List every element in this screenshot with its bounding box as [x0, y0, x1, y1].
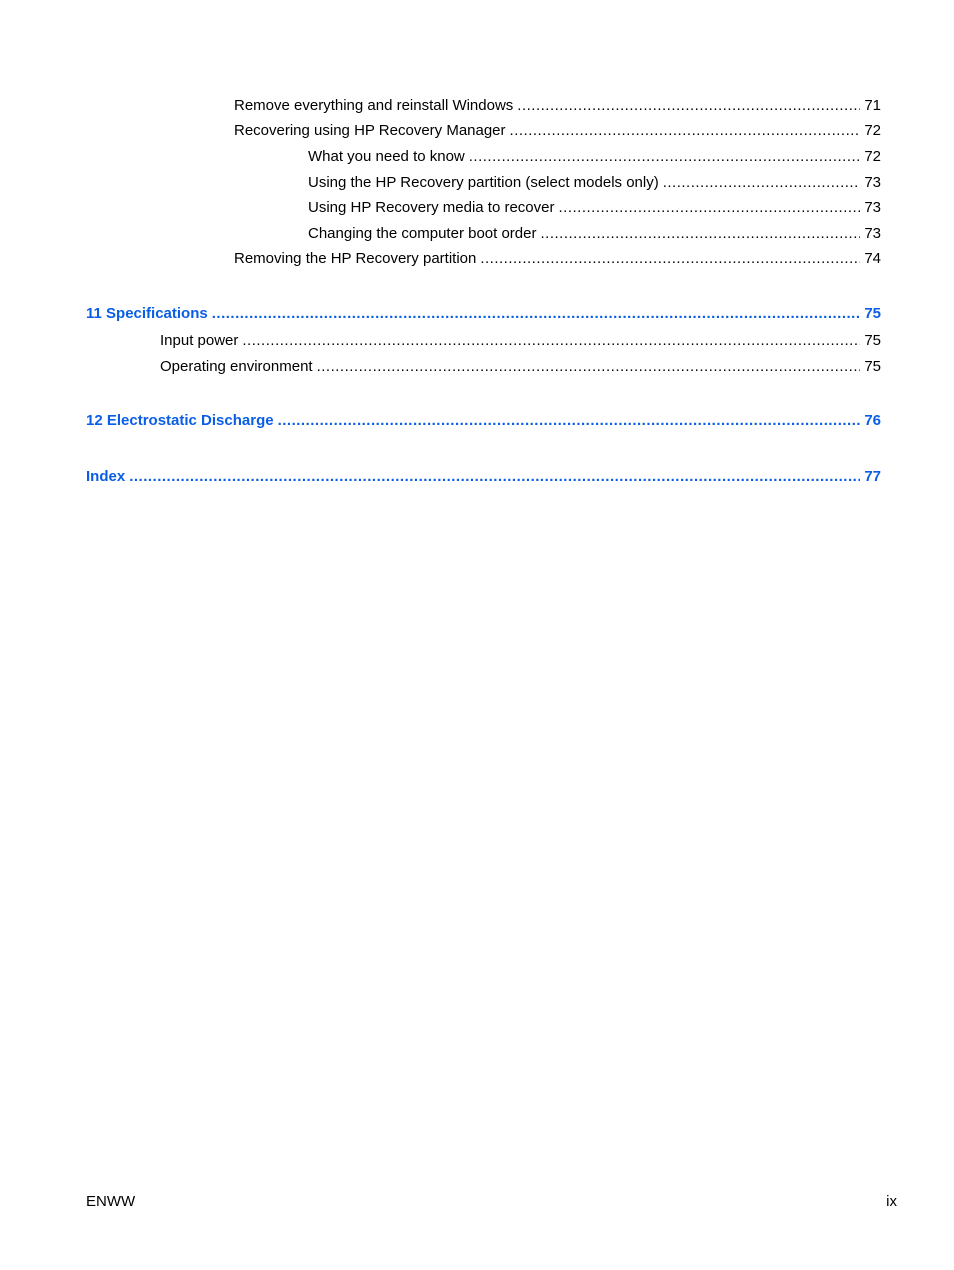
toc-chapter-page: 76	[864, 412, 881, 429]
toc-entry-title: What you need to know	[308, 148, 465, 165]
toc-entry-title: Remove everything and reinstall Windows	[234, 97, 514, 114]
toc-entry-title: Input power	[160, 332, 239, 349]
toc-entry-input-power[interactable]	[160, 332, 881, 350]
toc-chapter-title: 11 Specifications	[86, 305, 208, 322]
toc-entry-page: 73	[864, 174, 881, 191]
dot-leader	[517, 97, 860, 115]
toc-entry-removing-recovery-partition[interactable]	[234, 250, 881, 268]
toc-entry-boot-order[interactable]	[308, 225, 881, 243]
dot-leader	[242, 332, 860, 350]
toc-entry-operating-environment[interactable]	[160, 358, 881, 376]
toc-entry-page: 73	[864, 225, 881, 242]
dot-leader	[317, 358, 861, 376]
toc-entry-page: 72	[864, 148, 881, 165]
toc-chapter-title: Index	[86, 468, 126, 485]
toc-entry-title: Using the HP Recovery partition (select models only)	[308, 174, 659, 191]
toc-entry-page: 75	[864, 358, 881, 375]
dot-leader	[129, 468, 860, 486]
toc-entry-title: Operating environment	[160, 358, 313, 375]
toc-chapter-index[interactable]	[86, 468, 881, 486]
toc-entry-page: 74	[864, 250, 881, 267]
toc-entry-title: Using HP Recovery media to recover	[308, 199, 555, 216]
toc-chapter-page: 75	[864, 305, 881, 322]
toc-entry-page: 73	[864, 199, 881, 216]
toc-entry-what-you-need-to-know[interactable]	[308, 148, 881, 166]
dot-leader	[212, 305, 861, 323]
toc-entry-page: 71	[864, 97, 881, 114]
toc-entry-recovering-hp-recovery-manager[interactable]	[234, 122, 881, 140]
dot-leader	[480, 250, 860, 268]
footer-page-number: ix	[886, 1193, 897, 1210]
dot-leader	[663, 174, 861, 192]
toc-entry-title: Removing the HP Recovery partition	[234, 250, 477, 267]
toc-chapter-page: 77	[864, 468, 881, 485]
dot-leader	[469, 148, 861, 166]
dot-leader	[510, 122, 861, 140]
toc-chapter-title: 12 Electrostatic Discharge	[86, 412, 274, 429]
toc-entry-remove-everything[interactable]	[234, 97, 881, 115]
toc-chapter-specifications[interactable]	[86, 305, 881, 323]
footer-left-label: ENWW	[86, 1193, 136, 1210]
toc-chapter-electrostatic-discharge[interactable]	[86, 412, 881, 430]
dot-leader	[559, 199, 861, 217]
toc-entry-title: Changing the computer boot order	[308, 225, 537, 242]
toc-entry-recovery-partition[interactable]	[308, 174, 881, 192]
toc-entry-page: 72	[864, 122, 881, 139]
toc-entry-recovery-media[interactable]	[308, 199, 881, 217]
toc-entry-title: Recovering using HP Recovery Manager	[234, 122, 506, 139]
toc-entry-page: 75	[864, 332, 881, 349]
dot-leader	[540, 225, 860, 243]
dot-leader	[278, 412, 861, 430]
